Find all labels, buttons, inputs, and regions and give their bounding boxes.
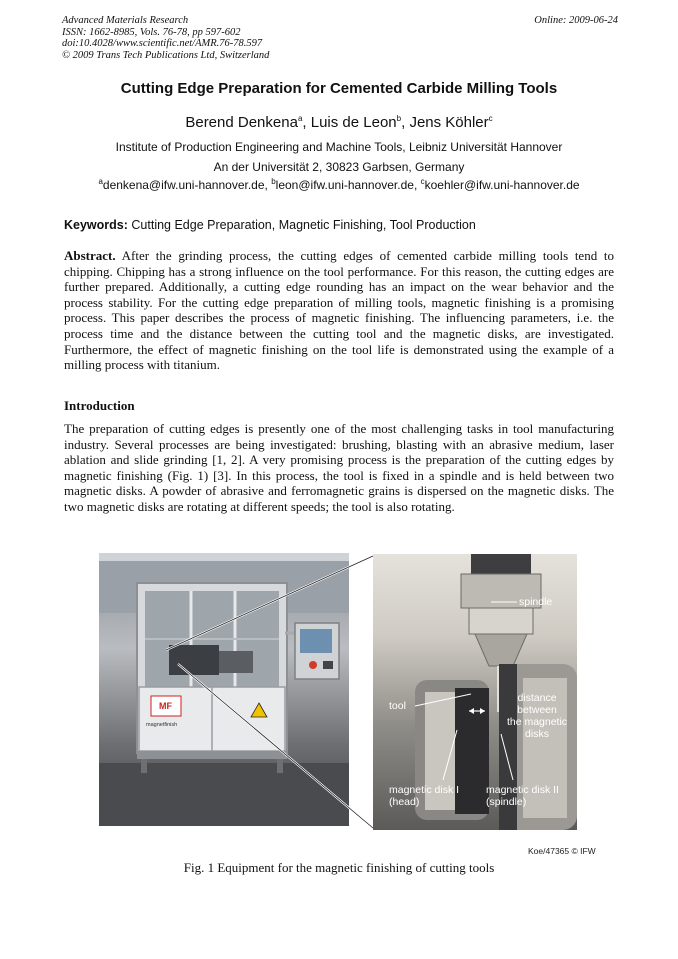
keywords-text: Cutting Edge Preparation, Magnetic Finishing, Tool Production: [131, 218, 476, 232]
author-sup: c: [488, 114, 493, 123]
label-distance-line: disks: [525, 728, 549, 740]
label-distance-line: the magnetic: [506, 716, 568, 728]
keywords-label: Keywords:: [64, 218, 128, 232]
abstract-label: Abstract.: [64, 248, 116, 263]
copyright-line: © 2009 Trans Tech Publications Ltd, Switzerland: [62, 49, 270, 61]
label-spindle: spindle: [519, 596, 553, 608]
issn-line: ISSN: 1662-8985, Vols. 76-78, pp 597-602: [62, 26, 241, 38]
paper-title: Cutting Edge Preparation for Cemented Carbide Milling Tools: [120, 80, 558, 97]
email-sup: b: [271, 177, 276, 186]
label-disk-1: [389, 784, 459, 808]
closeup-photo: [373, 554, 577, 830]
label-disk-1-line: (head): [389, 796, 420, 808]
online-date: Online: 2009-06-24: [534, 15, 618, 26]
label-disk-2-line: (spindle): [486, 796, 527, 808]
author-sup: a: [297, 114, 303, 123]
doi-line: doi:10.4028/www.scientific.net/AMR.76-78.597: [62, 38, 263, 49]
email-list: $^a$denkena@ifw.uni-hannover.de, $^b$leon@ifw.uni-hannover.de, $^c$koehler@ifw.uni-hannover.de: [98, 177, 580, 192]
machine-brand-sub: magnetfinish: [146, 722, 178, 728]
affiliation-line-1: Institute of Production Engineering and Machine Tools, Leibniz Universität Hannover: [115, 140, 563, 154]
author-name: Berend Denkena: [185, 114, 298, 131]
figure-caption: Fig. 1 Equipment for the magnetic finishing of cutting tools: [183, 860, 495, 875]
author-sup: b: [396, 114, 402, 123]
journal-name: Advanced Materials Research: [62, 15, 189, 26]
author-list: Berend Denkena$^a$, Luis de Leon$^b$, Jens Köhler$^c$: [185, 114, 493, 131]
figure-credit: Koe/47365 © IFW: [528, 846, 596, 856]
affiliation-line-2: An der Universität 2, 30823 Garbsen, Germany: [213, 160, 465, 174]
author-name: Jens Köhler: [409, 114, 489, 131]
machine-brand: MF: [159, 701, 172, 711]
email-sup: a: [98, 177, 103, 186]
introduction-text: The preparation of cutting edges is presently one of the most challenging tasks in tool manufacturing industry. Several processes are being investigated: brushing, blasting with an abrasive medium, laser ablation and slide grinding [1, 2]. A very promising process is the preparation of the cutting edges by magnetic finishing (Fig. 1) [3]. In this process, the tool is fixed in a spindle and is held between two magnetic disks. A powder of abrasive and ferromagnetic grains is dispersed on the magnetic disks. The two magnetic disks are rotating at different speeds; the tool is also rotating.: [64, 421, 614, 514]
author-name: Luis de Leon: [310, 114, 397, 131]
email-address[interactable]: koehler@ifw.uni-hannover.de: [424, 178, 580, 192]
abstract-text: After the grinding process, the cutting edges of cemented carbide milling tools tend to chipping. Chipping has a strong influence on the tool performance. For this reason, the cutting edges are further prepared. Additionally, a cutting edge rounding has an impact on the wear behavior and the process stability. For the cutting edge preparation of milling tools, magnetic finishing is a promising process. This paper describes the process of magnetic finishing. The influencing parameters, i.e. the process time and the distance between the cutting tool and the magnetic disks, are investigated. Furthermore, the effect of magnetic finishing on the tool life is demonstrated using the example of a milling process with titanium.: [64, 248, 614, 373]
email-sup: c: [420, 177, 425, 186]
label-disk-2: [486, 784, 559, 808]
label-disk-1-line: magnetic disk I: [389, 784, 460, 796]
label-distance-line: between: [517, 704, 557, 716]
email-address[interactable]: leon@ifw.uni-hannover.de: [275, 178, 414, 192]
label-distance: [497, 692, 577, 740]
label-tool: tool: [389, 700, 406, 712]
label-distance-line: distance: [517, 692, 557, 704]
introduction-heading: Introduction: [64, 398, 135, 413]
email-address[interactable]: denkena@ifw.uni-hannover.de: [102, 178, 265, 192]
label-disk-2-line: magnetic disk II: [486, 784, 559, 796]
